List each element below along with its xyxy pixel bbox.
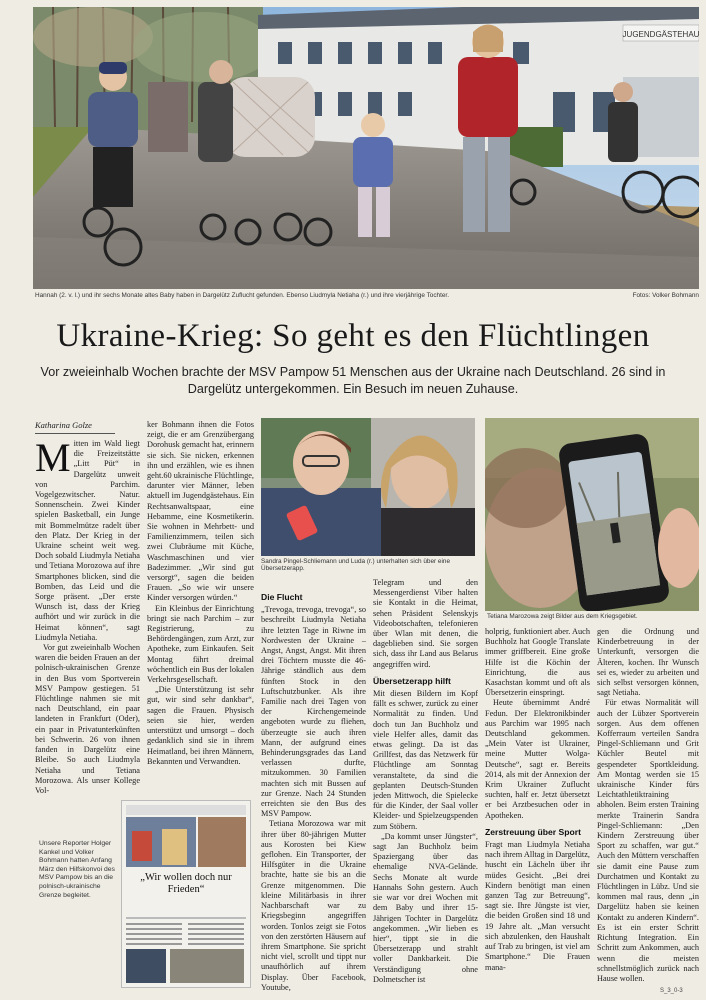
paragraph: „Die Unterstützung ist sehr gut, wir sind sehr dankbar“, sagen die Frauen. Physisch seien sie hier, werden unterstützt und umsorgt – doch gedanklich sind sie in ihrem Heimatland, bei ihren Männern, Bekannten und Verwandten. xyxy=(147,685,254,766)
paragraph: gen die Ordnung und Kinderbetreuung in der Unterkunft, versorgen die Älteren, kochen. Ihr Wunsch sei es, wieder zu arbeiten und sich selbst versorgen können, sagt Netiaha. xyxy=(597,627,699,698)
drop-cap: M xyxy=(35,440,71,480)
paragraph: Vor gut zweieinhalb Wochen waren die beiden Frauen an der polnisch-ukrainischen Grenze in den Bus vom Sportverein MSV Pampow gestiegen. 51 Flüchtlinge nahmen sie mit nach Deutschland, ein paar landeten in Frankfurt (Oder), ein paar in Privatunterkünften bei Schwerin. 26 von ihnen fanden in Dargelütz eine Bleibe. So auch Liudmyla Netiaha und Tetiana Morozowa. Als unser Kollege Vol- xyxy=(35,643,140,795)
article-column-2 xyxy=(147,420,254,798)
paragraph: Telegram und den Messengerdienst Viber halten sie Kontakt in die Heimat, sehen Präsident Selenskyjs Videobotschaften, telefonieren über Wlan mit denen, die dageblieben sind. Sie sorgen sich, dass ihr Land aus Belarus angegriffen wird. xyxy=(373,578,478,669)
byline-rule xyxy=(35,433,115,434)
top-photo-scene xyxy=(33,7,699,289)
paragraph: Fragt man Liudmyla Netiaha nach ihrem Alltag in Dargelütz, huscht ein Lächeln über ihr müdes Gesicht. „Bei drei Kindern benötigt man einen ganzen Tag zur Betreuung“, sagt sie. Ihre Jüngste ist vier, die beiden Großen sind 18 und 19 Jahre alt. „Man versucht sich abzulenken, den Haushalt auf Trab zu bringen, ist viel am Smartphone.“ Die Frauen mana- xyxy=(485,840,590,972)
mid-photo-caption: Sandra Pingel-Schliemann und Luda (r.) unterhalten sich über eine Übersetzerapp. xyxy=(261,558,450,572)
paragraph: Für etwas Normalität will auch der Lübzer Sportverein sorgen. Aus dem offenen Kofferraum verteilen Sandra Pingel-Schliemann und Grit Küchler Beutel mit gespendeter Sportkleidung. Am Montag werden sie 15 ukrainische Kinder fürs Leichtathletiktraining abholen. Beim ersten Training merkte Trainerin Sandra Pingel-Schliemann: „Den Kindern Zerstreuung über Sport zu schaffen, war gut.“ Auch den Müttern verschaffen sie damit eine Pause zum Durchatmen und Kontakt zu Flüchtlingen in Lübz. Und sie kommen mal raus, denn „in Dargelütz haben sie keinen Kontakt zu anderen Kindern“. Es ist ein erster Schritt Richtung Integration. Ein Schritt zum Ankommen, auch wenn die meisten schnellstmöglich zurück nach Hause wollen. xyxy=(597,698,699,983)
article-column-5 xyxy=(485,627,590,996)
inset-newspaper-headline: „Wir wollen doch nur Frieden“ xyxy=(140,872,232,895)
photo-smartphone-scene xyxy=(485,418,699,611)
subheadline: Vor zweieinhalb Wochen brachte der MSV Pampow 51 Menschen aus der Ukraine nach Deutschland. 26 sind in Dargelütz untergekommen. Ein Besuch im neuen Zuhause. xyxy=(40,365,666,396)
article-column-6 xyxy=(597,627,699,987)
paragraph: Ein Kleinbus der Einrichtung bringt sie nach Parchim – zur Registrierung, zu Behördengängen, zum Arzt, zur Apotheke, zum Einkaufen. Seit Montag fährt dreimal wöchentlich ein Bus der lokalen Verkehrsgesellschaft. xyxy=(147,603,254,685)
headline: Ukraine-Krieg: So geht es den Flüchtlingen xyxy=(56,318,650,354)
subheading-uebersetzerapp: Übersetzerapp hilft xyxy=(373,675,451,686)
subheading-flucht: Die Flucht xyxy=(261,592,303,602)
phone-photo-caption: Tetiana Marozowa zeigt Bilder aus dem Kriegsgebiet. xyxy=(487,613,638,620)
paragraph: Mit diesen Bildern im Kopf fällt es schwer, zurück zu einer Normalität zu finden. Und doch tun Jan Buchholz und viele Helfer alles, damit das etwas gelingt. Da ist das Grillfest, das das Netzwerk für Flüchtlinge am Sonntag veranstaltete, da sind die geplanten Deutsch-Stunden jeden Mittwoch, die Spielecke für die Kinder, der Saal voller Kleider- und Spielzeugspenden zum Stöbern. xyxy=(373,689,478,831)
article-column-1 xyxy=(35,440,140,796)
top-photo-caption: Hannah (2. v. l.) und ihr sechs Monate altes Baby haben in Dargelütz Zuflucht gefunden. Ebenso Liudmyla Netiaha (r.) und ihre vierjährige Tochter. xyxy=(35,292,449,299)
paragraph: holprig, funktioniert aber. Auch Buchholz hat Google Translate immer griffbereit. Eine große Hilfe ist die Köchin der Einrichtung, die aus Kasachstan kommt und oft als Übersetzerin einspringt. xyxy=(485,627,590,698)
article-column-3 xyxy=(261,592,366,996)
photo-two-women-scene xyxy=(261,418,475,556)
paragraph: Tetiana Morozowa war mit ihrer über 80-jährigen Mutter aus Korosten bei Kiew geflohen. Ein Transporter, der Hilfsgüter in die Ukraine brachte, hatte sie bis an die Grenze mitgenommen. Die kleine Militärbasis in ihrer Nachbarschaft war zu Kriegsbeginn angegriffen worden. Tonlos zeigt sie Fotos von den zerstörten Häusern auf ihrem Smartphone. Sie spricht nicht viel, scrollt und tippt nur unaufhörlich auf ihrem Display. Über Facebook, Youtube, xyxy=(261,819,366,992)
paragraph: Heute übernimmt André Fedun. Der Elektronikbinder aus Parchim war 1995 nach Deutschland gekommen. „Mein Vater ist Ukrainer, meine Mutter Wolga-Deutsche“, sagt er. Bereits 2014, als mit der Annexion der Krim Ukrainer Zuflucht suchten, half er. Jetzt übersetzt er bei Arztbesuchen oder in Apotheken. xyxy=(485,698,590,820)
building-sign: JUGENDGÄSTEHAU xyxy=(622,30,699,39)
subheading-sport: Zerstreuung über Sport xyxy=(485,826,581,837)
top-photo xyxy=(33,7,699,289)
photo-credit: Fotos: Volker Bohmann xyxy=(632,292,699,299)
page-code: S_3_0-3 xyxy=(660,988,683,994)
author-byline: Katharina Golze xyxy=(35,420,92,430)
paragraph: „Trevoga, trevoga, trevoga“, so beschreibt Liudmyla Netiaha ihre letzten Tage in Riwne im Nordwesten der Ukraine – Angst, Angst, Angst. Mit ihren drei Töchtern musste die 46-Jährige ständlich aus dem fünften Stock in den Luftschutzbunker. Als ihre Familie nach drei Tagen von der Kirchengemeinde angeboten wurde zu fliehen, überzeugte sie auch ihren Mann, der aufgrund eines Behinderungsgrades das Land verlassen durfte, mitzukommen. 30 Familien machten sich mit Bussen auf zur Grenze. Nach 24 Stunden erreichten sie den Bus des MSV Pampow. xyxy=(261,605,366,819)
photo-two-women xyxy=(261,418,475,556)
paragraph: ker Bohmann ihnen die Fotos zeigt, die er am Grenzübergang Dorohusk gemacht hat, erinnern sie sich. Sie nicken, erkennen ihn und erzählen, wie es ihnen geht.60 ukrainische Flüchtlinge, darunter vier Männer, leben aktuell im Jugendgästehaus. Ein Rechtsanwaltspaar, eine Hebamme, eine Kosmetikerin. Sie wohnen in Mehrbett- und Familienzimmern, teilen sich zwei Clubräume mit Küche, Waschmaschinen und vier Badezimmer. „Wir sind gut versorgt“, sagen die beiden Frauen. „So wie wir unsere Kinder versorgen würden.“ xyxy=(147,420,254,603)
photo-smartphone xyxy=(485,418,699,611)
paragraph: „Da kommt unser Jüngster“, sagt Jan Buchholz beim Spaziergang über das ehemalige NVA-Gelände. Sechs Monate alt wurde Hannahs Sohn gestern. Auch sie war vor drei Wochen mit dem Baby und ihrer 15-Jährigen Tochter in Dargelütz angekommen. „Wir lieben es hier“, tippt sie in die Übersetzerapp und strahlt voller Dankbarkeit. Die Verständigung ohne Dolmetscher ist xyxy=(373,831,478,984)
article-column-4 xyxy=(373,578,478,996)
inset-caption: Unsere Reporter Holger Kankel und Volker Bohmann hatten Anfang März den Hilfskonvoi des MSV Pampow bis an die polnisch-ukrainische Grenze begleitet. xyxy=(39,840,115,899)
paragraph: itten im Wald liegt die Freizeitstätte „Litt Püt“ in Dargelütz unweit von Parchim. Vogelgezwitscher. Natur. Sonnenschein. Zwei Kinder spielen Basketball, ein Junge mit Bommelmütze radelt über den Platz. Der Krieg in der Ukraine scheint weit weg. Doch sobald Liudmyla Netiaha und Tetiana Morozowa auf ihre Smartphones blicken, sind die Bomben, das Leid und die Sorge präsent. „Der erste Wunsch ist, dass der Krieg aufhört und wir zurück in die Heimat können“, sagt Liudmyla Netiaha. xyxy=(35,440,140,642)
